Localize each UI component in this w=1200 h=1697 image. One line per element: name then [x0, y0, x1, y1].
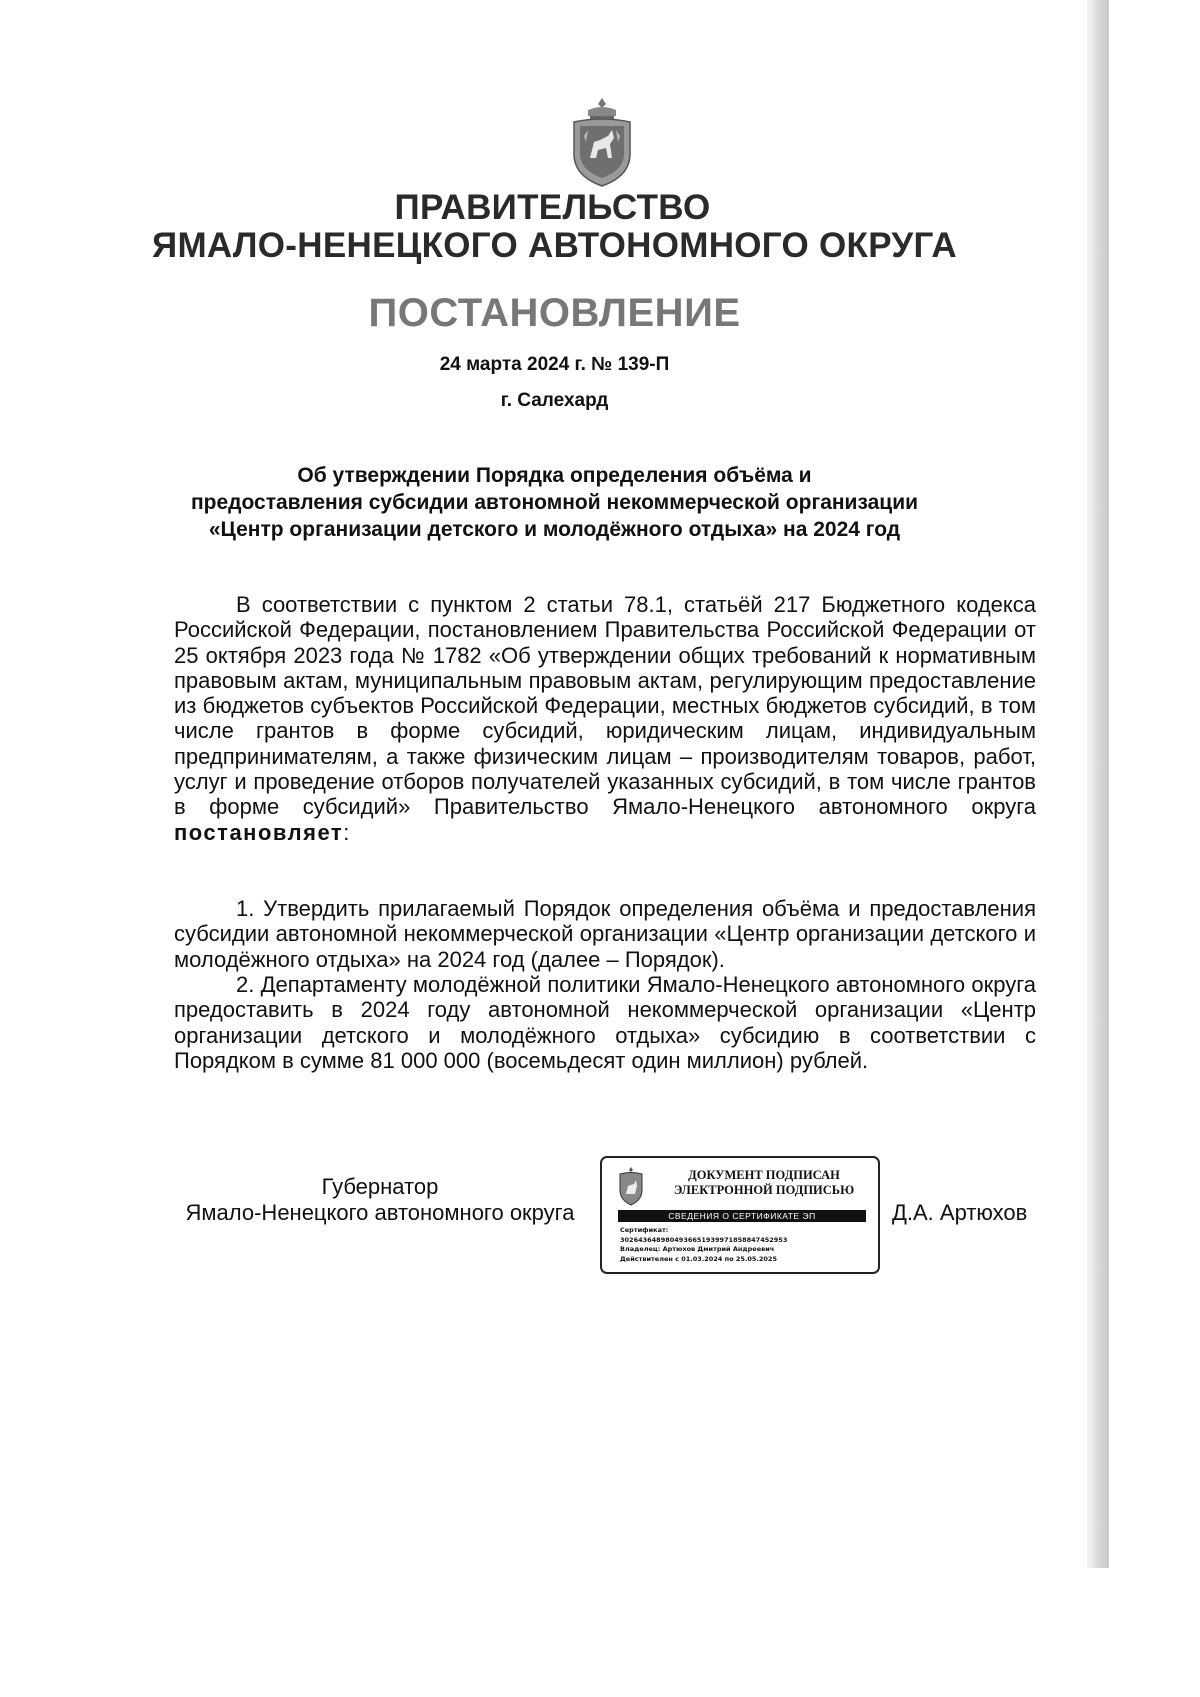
resolution-keyword: постановляет	[174, 819, 344, 845]
certificate-owner: Владелец: Артюхов Дмитрий Андреевич	[620, 1245, 775, 1253]
electronic-signature-stamp	[600, 1156, 880, 1274]
stamp-emblem-icon	[616, 1166, 646, 1206]
certificate-details	[620, 1226, 870, 1264]
certificate-validity: Действителен с 01.03.2024 по 25.05.2025	[620, 1254, 777, 1263]
certificate-label: Сертификат:	[620, 1226, 669, 1234]
item-text: 2. Департаменту молодёжной политики Ямало-Ненецкого автономного округа предоставить в 2024 году автономной некоммерческой организации «Центр организации детского и молодёжного отдыха» субсидию в соответствии с Порядком в сумме 81 000 000 (восемьдесят один миллион) рублей.	[174, 972, 1036, 1073]
organization-name-line2: ЯМАЛО-НЕНЕЦКОГО АВТОНОМНОГО ОКРУГА	[152, 226, 957, 265]
preamble-paragraph	[174, 592, 1036, 845]
title-line: предоставления субсидии автономной некоммерческой организации	[190, 491, 919, 514]
title-line: Об утверждении Порядка определения объёма и	[297, 464, 812, 487]
coat-of-arms-emblem	[566, 96, 638, 188]
document-city: г. Салехард	[500, 390, 609, 411]
preamble-end: :	[343, 819, 350, 845]
document-title	[0, 462, 1109, 543]
signatory-position	[174, 1174, 586, 1226]
position-line: Ямало-Ненецкого автономного округа	[185, 1200, 575, 1225]
document-type: ПОСТАНОВЛЕНИЕ	[368, 291, 741, 335]
certificate-info-bar: СВЕДЕНИЯ О СЕРТИФИКАТЕ ЭП	[618, 1210, 866, 1222]
resolution-item-2	[174, 972, 1036, 1073]
stamp-title-line: ЭЛЕКТРОННОЙ ПОДПИСЬЮ	[673, 1183, 855, 1197]
signatory-name: Д.А. Артюхов	[892, 1200, 1028, 1225]
scan-page-edge	[1087, 0, 1109, 1568]
organization-name-line1: ПРАВИТЕЛЬСТВО	[394, 188, 711, 227]
title-line: «Центр организации детского и молодёжного отдыха» на 2024 год	[208, 518, 901, 541]
stamp-title	[654, 1168, 874, 1198]
document-date-number: 24 марта 2024 г. № 139-П	[439, 354, 670, 375]
certificate-number: 3026436489804936651939971858847452953	[620, 1235, 788, 1244]
resolution-item-1	[174, 896, 1036, 972]
item-text: 1. Утвердить прилагаемый Порядок определения объёма и предоставления субсидии автономной некоммерческой организации «Центр организации детского и молодёжного отдыха» на 2024 год (далее – Порядок).	[174, 896, 1036, 972]
position-line: Губернатор	[321, 1174, 439, 1199]
preamble-text: В соответствии с пунктом 2 статьи 78.1, статьёй 217 Бюджетного кодекса Российской Федерации, постановлением Правительства Российской Федерации от 25 октября 2023 года № 1782 «Об утверждении общих требований к нормативным правовым актам, муниципальным правовым актам, регулирующим предоставление из бюджетов субъектов Российской Федерации, местных бюджетов субсидий, в том числе грантов в форме субсидий, юридическим лицам, индивидуальным предпринимателям, а также физическим лицам – производителям товаров, работ, услуг и проведение отборов получателей указанных субсидий, в том числе грантов в форме субсидий» Правительство Ямало-Ненецкого автономного округа	[174, 592, 1036, 820]
stamp-title-line: ДОКУМЕНТ ПОДПИСАН	[688, 1168, 840, 1182]
